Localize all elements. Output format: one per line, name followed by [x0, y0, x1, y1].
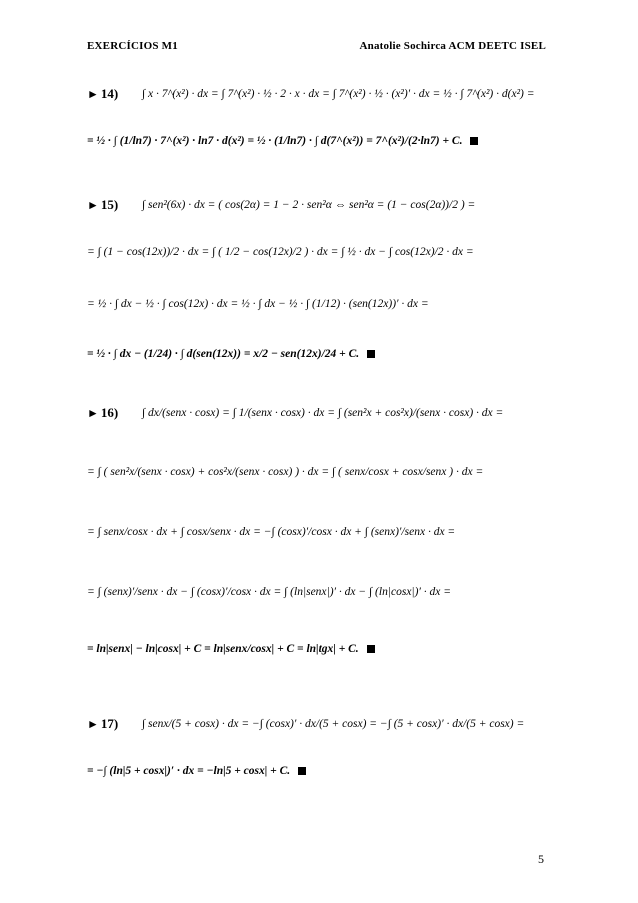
header-right: Anatolie Sochirca ACM DEETC ISEL	[359, 40, 546, 52]
exercise-17-line-1: ∫ senx/(5 + cosx) · dx = −∫ (cosx)′ · dx/(5 + cosx) = −∫ (5 + cosx)′ · dx/(5 + cosx) =	[142, 718, 525, 730]
exercise-15-line-2: = ∫ (1 − cos(12x))/2 · dx = ∫ ( 1/2 − cos(12x)/2 ) · dx = ∫ ½ · dx − ∫ cos(12x)/2 · dx =	[87, 246, 474, 258]
exercise-14-line-1: ∫ x · 7^(x²) · dx = ∫ 7^(x²) · ½ · 2 · x · dx = ∫ 7^(x²) · ½ · (x²)′ · dx = ½ · ∫ 7^(x²) · d(x²) =	[142, 88, 535, 100]
exercise-16-line-5: = ln|senx| − ln|cosx| + C = ln|senx/cosx| + C = ln|tgx| + C.	[87, 643, 375, 655]
header-left: EXERCÍCIOS M1	[87, 40, 178, 52]
qed-mark	[367, 350, 375, 358]
exercise-15-line-1: ∫ sen²(6x) · dx = ( cos(2α) = 1 − 2 · sen²α ⇔ sen²α = (1 − cos(2α))/2 ) =	[142, 199, 476, 211]
exercise-17-line-2: = −∫ (ln|5 + cosx|)′ · dx = −ln|5 + cosx| + C.	[87, 765, 306, 777]
exercise-label-16: ► 16)	[87, 405, 119, 420]
exercise-label-17: ► 17)	[87, 716, 119, 731]
exercise-16-line-2: = ∫ ( sen²x/(senx · cosx) + cos²x/(senx · cosx) ) · dx = ∫ ( senx/cosx + cosx/senx ) · dx =	[87, 466, 484, 478]
exercise-label-14: ► 14)	[87, 86, 119, 101]
qed-mark	[298, 767, 306, 775]
exercise-16-line-4: = ∫ (senx)′/senx · dx − ∫ (cosx)′/cosx · dx = ∫ (ln|senx|)′ · dx − ∫ (ln|cosx|)′ · dx =	[87, 586, 452, 598]
qed-mark	[470, 137, 478, 145]
exercise-15-line-3: = ½ · ∫ dx − ½ · ∫ cos(12x) · dx = ½ · ∫ dx − ½ · ∫ (1/12) · (sen(12x))′ · dx =	[87, 298, 429, 310]
exercise-16-line-1: ∫ dx/(senx · cosx) = ∫ 1/(senx · cosx) · dx = ∫ (sen²x + cos²x)/(senx · cosx) · dx =	[142, 407, 504, 419]
page-number: 5	[538, 852, 544, 866]
exercise-16-line-3: = ∫ senx/cosx · dx + ∫ cosx/senx · dx = −∫ (cosx)′/cosx · dx + ∫ (senx)′/senx · dx =	[87, 526, 456, 538]
exercise-label-15: ► 15)	[87, 197, 119, 212]
exercise-14-line-2: = ½ · ∫ (1/ln7) · 7^(x²) · ln7 · d(x²) = ½ · (1/ln7) · ∫ d(7^(x²)) = 7^(x²)/(2·ln7) + C.	[87, 135, 478, 147]
exercise-15-line-4: = ½ · ∫ dx − (1/24) · ∫ d(sen(12x)) = x/2 − sen(12x)/24 + C.	[87, 348, 375, 360]
qed-mark	[367, 645, 375, 653]
